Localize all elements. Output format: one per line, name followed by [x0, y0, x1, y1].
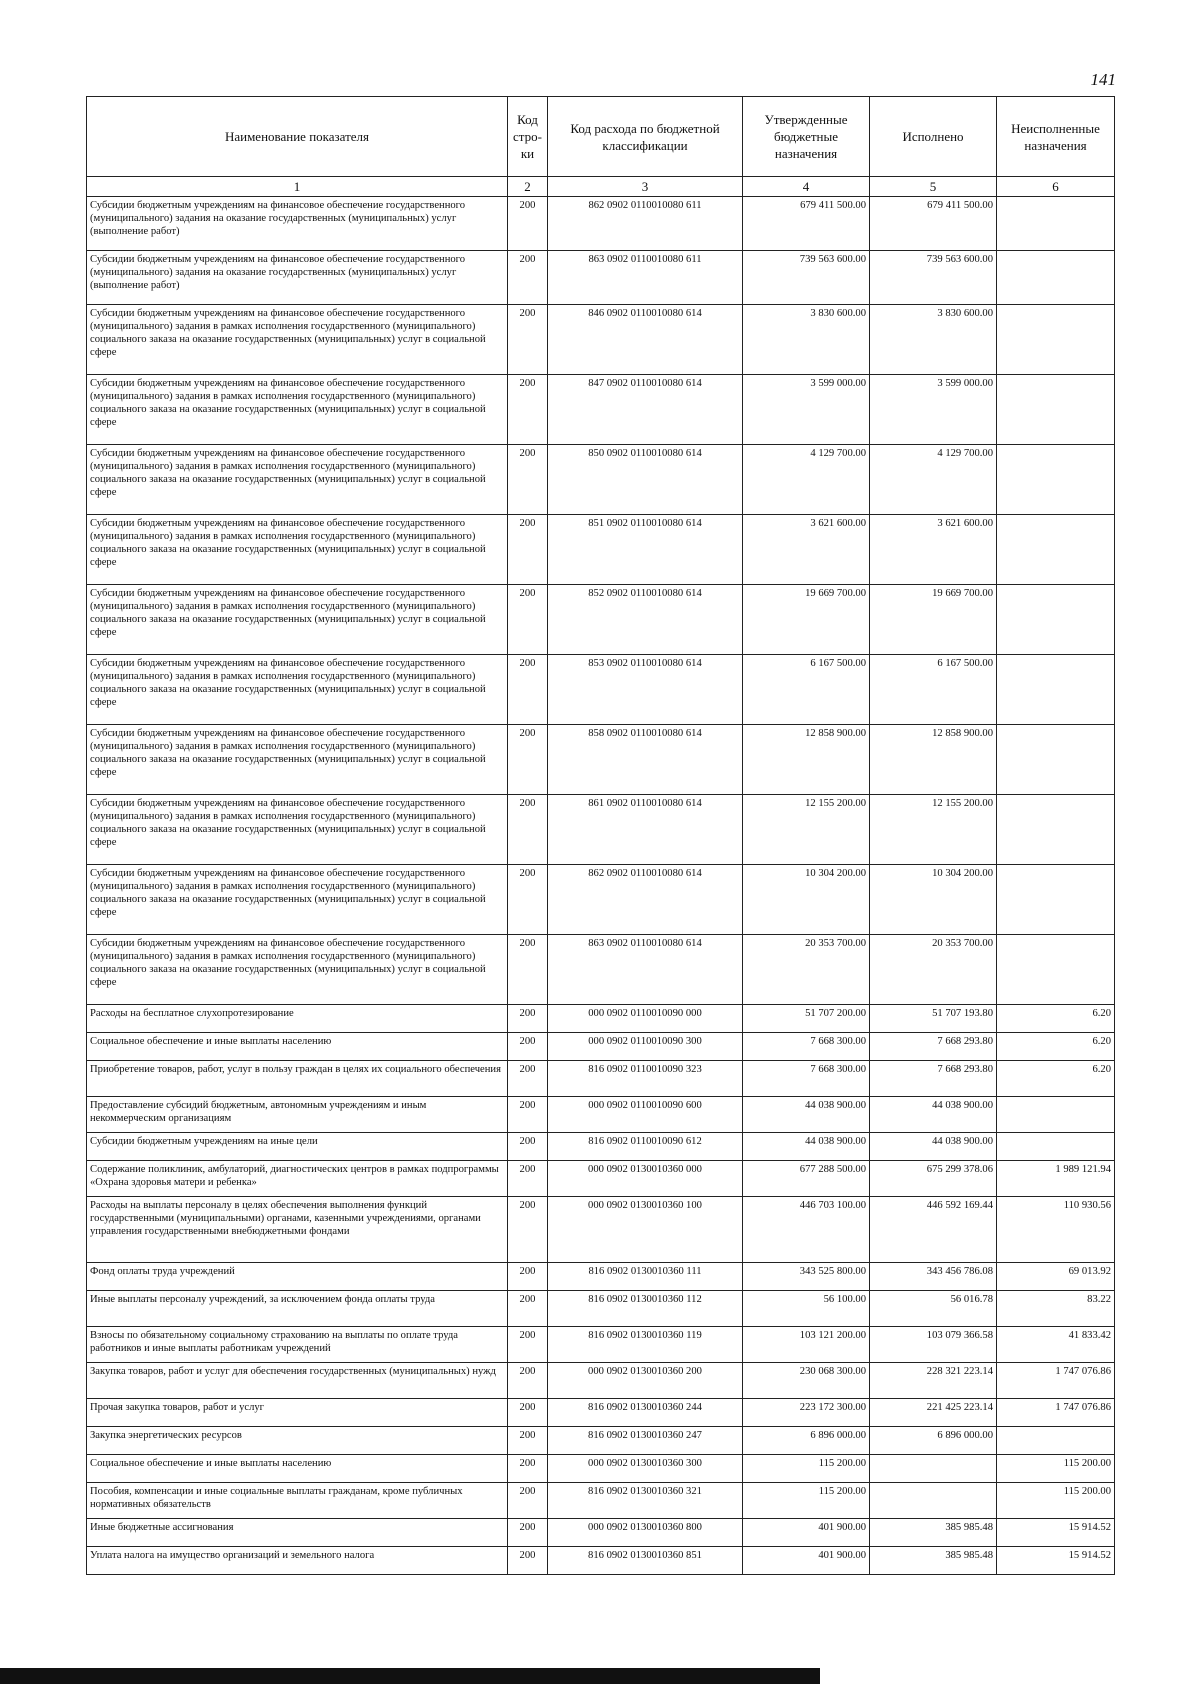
row-name: Субсидии бюджетным учреждениям на финансовое обеспечение государственного (муниципального) задания в рамках исполнения государственного (муниципального) социального заказа на оказание государственных (муниципальных) услуг в социальной сфере	[87, 725, 508, 795]
row-name: Приобретение товаров, работ, услуг в пользу граждан в целях их социального обеспечения	[87, 1061, 508, 1097]
row-expense-code: 816 0902 0130010360 119	[548, 1327, 743, 1363]
row-executed: 12 155 200.00	[870, 795, 997, 865]
row-approved: 7 668 300.00	[743, 1033, 870, 1061]
row-expense-code: 000 0902 0130010360 200	[548, 1363, 743, 1399]
row-name: Социальное обеспечение и иные выплаты населению	[87, 1455, 508, 1483]
table-row	[87, 1399, 1115, 1427]
row-expense-code: 000 0902 0130010360 800	[548, 1519, 743, 1547]
table-row	[87, 1133, 1115, 1161]
row-approved: 401 900.00	[743, 1519, 870, 1547]
row-executed: 675 299 378.06	[870, 1161, 997, 1197]
table-row	[87, 1455, 1115, 1483]
table-row	[87, 1483, 1115, 1519]
row-approved: 401 900.00	[743, 1547, 870, 1575]
table-row	[87, 1547, 1115, 1575]
row-line-code: 200	[508, 1327, 548, 1363]
table-row	[87, 1427, 1115, 1455]
table-row	[87, 515, 1115, 585]
row-unexecuted: 6.20	[997, 1061, 1115, 1097]
row-unexecuted: 15 914.52	[997, 1547, 1115, 1575]
row-executed: 4 129 700.00	[870, 445, 997, 515]
row-name: Содержание поликлиник, амбулаторий, диагностических центров в рамках подпрограммы «Охрана здоровья матери и ребенка»	[87, 1161, 508, 1197]
row-executed: 7 668 293.80	[870, 1061, 997, 1097]
row-name: Взносы по обязательному социальному страхованию на выплаты по оплате труда работников и иные выплаты работникам учреждений	[87, 1327, 508, 1363]
row-name: Социальное обеспечение и иные выплаты населению	[87, 1033, 508, 1061]
budget-execution-table	[86, 96, 1115, 1575]
table-row	[87, 795, 1115, 865]
row-unexecuted	[997, 865, 1115, 935]
row-executed: 51 707 193.80	[870, 1005, 997, 1033]
row-line-code: 200	[508, 1161, 548, 1197]
column-number: 6	[997, 177, 1115, 197]
row-approved: 115 200.00	[743, 1455, 870, 1483]
row-expense-code: 852 0902 0110010080 614	[548, 585, 743, 655]
scan-edge-bar	[0, 1668, 820, 1684]
row-executed: 7 668 293.80	[870, 1033, 997, 1061]
page-number: 141	[1090, 70, 1116, 89]
row-unexecuted	[997, 197, 1115, 251]
row-line-code: 200	[508, 1097, 548, 1133]
row-unexecuted: 6.20	[997, 1005, 1115, 1033]
row-approved: 343 525 800.00	[743, 1263, 870, 1291]
row-expense-code: 850 0902 0110010080 614	[548, 445, 743, 515]
row-approved: 20 353 700.00	[743, 935, 870, 1005]
table-row	[87, 375, 1115, 445]
row-name: Субсидии бюджетным учреждениям на финансовое обеспечение государственного (муниципального) задания в рамках исполнения государственного (муниципального) социального заказа на оказание государственных (муниципальных) услуг в социальной сфере	[87, 445, 508, 515]
row-expense-code: 863 0902 0110010080 611	[548, 251, 743, 305]
row-executed	[870, 1455, 997, 1483]
row-expense-code: 847 0902 0110010080 614	[548, 375, 743, 445]
row-name: Субсидии бюджетным учреждениям на иные цели	[87, 1133, 508, 1161]
row-line-code: 200	[508, 865, 548, 935]
row-line-code: 200	[508, 1519, 548, 1547]
row-approved: 12 858 900.00	[743, 725, 870, 795]
row-unexecuted: 83.22	[997, 1291, 1115, 1327]
row-line-code: 200	[508, 375, 548, 445]
row-name: Пособия, компенсации и иные социальные выплаты гражданам, кроме публичных нормативных обязательств	[87, 1483, 508, 1519]
row-expense-code: 853 0902 0110010080 614	[548, 655, 743, 725]
row-executed: 446 592 169.44	[870, 1197, 997, 1263]
row-unexecuted: 41 833.42	[997, 1327, 1115, 1363]
row-executed: 19 669 700.00	[870, 585, 997, 655]
row-approved: 4 129 700.00	[743, 445, 870, 515]
table-row	[87, 251, 1115, 305]
row-approved: 103 121 200.00	[743, 1327, 870, 1363]
row-line-code: 200	[508, 1263, 548, 1291]
row-expense-code: 000 0902 0110010090 300	[548, 1033, 743, 1061]
row-line-code: 200	[508, 251, 548, 305]
row-name: Расходы на бесплатное слухопротезирование	[87, 1005, 508, 1033]
table-body	[87, 197, 1115, 1575]
row-unexecuted	[997, 445, 1115, 515]
row-unexecuted: 1 747 076.86	[997, 1363, 1115, 1399]
row-executed: 385 985.48	[870, 1547, 997, 1575]
row-name: Уплата налога на имущество организаций и земельного налога	[87, 1547, 508, 1575]
row-line-code: 200	[508, 305, 548, 375]
row-name: Субсидии бюджетным учреждениям на финансовое обеспечение государственного (муниципального) задания в рамках исполнения государственного (муниципального) социального заказа на оказание государственных (муниципальных) услуг в социальной сфере	[87, 935, 508, 1005]
row-name: Закупка энергетических ресурсов	[87, 1427, 508, 1455]
row-executed: 679 411 500.00	[870, 197, 997, 251]
row-expense-code: 862 0902 0110010080 614	[548, 865, 743, 935]
row-approved: 44 038 900.00	[743, 1097, 870, 1133]
row-expense-code: 816 0902 0130010360 244	[548, 1399, 743, 1427]
header-line-code: Код стро-ки	[508, 97, 548, 177]
header-executed: Исполнено	[870, 97, 997, 177]
table-row	[87, 305, 1115, 375]
header-unexecuted: Неисполненные назначения	[997, 97, 1115, 177]
row-name: Прочая закупка товаров, работ и услуг	[87, 1399, 508, 1427]
row-expense-code: 858 0902 0110010080 614	[548, 725, 743, 795]
table-row	[87, 1327, 1115, 1363]
row-line-code: 200	[508, 1455, 548, 1483]
row-unexecuted	[997, 1097, 1115, 1133]
row-name: Субсидии бюджетным учреждениям на финансовое обеспечение государственного (муниципального) задания в рамках исполнения государственного (муниципального) социального заказа на оказание государственных (муниципальных) услуг в социальной сфере	[87, 865, 508, 935]
column-number: 4	[743, 177, 870, 197]
table-row	[87, 1097, 1115, 1133]
row-approved: 6 896 000.00	[743, 1427, 870, 1455]
row-executed: 6 167 500.00	[870, 655, 997, 725]
row-approved: 3 621 600.00	[743, 515, 870, 585]
row-expense-code: 000 0902 0130010360 300	[548, 1455, 743, 1483]
row-unexecuted: 1 747 076.86	[997, 1399, 1115, 1427]
row-unexecuted	[997, 515, 1115, 585]
column-number: 5	[870, 177, 997, 197]
row-line-code: 200	[508, 1547, 548, 1575]
row-name: Субсидии бюджетным учреждениям на финансовое обеспечение государственного (муниципального) задания на оказание государственных (муниципальных) услуг (выполнение работ)	[87, 251, 508, 305]
column-number: 1	[87, 177, 508, 197]
row-approved: 12 155 200.00	[743, 795, 870, 865]
table-row	[87, 1005, 1115, 1033]
row-expense-code: 863 0902 0110010080 614	[548, 935, 743, 1005]
row-unexecuted	[997, 305, 1115, 375]
header-approved: Утвержденные бюджетные назначения	[743, 97, 870, 177]
row-unexecuted: 69 013.92	[997, 1263, 1115, 1291]
row-expense-code: 816 0902 0130010360 321	[548, 1483, 743, 1519]
row-approved: 223 172 300.00	[743, 1399, 870, 1427]
row-unexecuted	[997, 1133, 1115, 1161]
row-line-code: 200	[508, 1427, 548, 1455]
row-approved: 51 707 200.00	[743, 1005, 870, 1033]
row-name: Субсидии бюджетным учреждениям на финансовое обеспечение государственного (муниципального) задания на оказание государственных (муниципальных) услуг (выполнение работ)	[87, 197, 508, 251]
column-number-row	[87, 177, 1115, 197]
row-approved: 19 669 700.00	[743, 585, 870, 655]
row-unexecuted: 115 200.00	[997, 1455, 1115, 1483]
row-unexecuted	[997, 585, 1115, 655]
row-name: Предоставление субсидий бюджетным, автономным учреждениям и иным некоммерческим организациям	[87, 1097, 508, 1133]
row-expense-code: 816 0902 0130010360 111	[548, 1263, 743, 1291]
row-name: Закупка товаров, работ и услуг для обеспечения государственных (муниципальных) нужд	[87, 1363, 508, 1399]
row-approved: 739 563 600.00	[743, 251, 870, 305]
row-line-code: 200	[508, 1291, 548, 1327]
table-row	[87, 445, 1115, 515]
header-expense-code: Код расхода по бюджетной классификации	[548, 97, 743, 177]
row-approved: 677 288 500.00	[743, 1161, 870, 1197]
row-executed	[870, 1483, 997, 1519]
row-line-code: 200	[508, 197, 548, 251]
row-line-code: 200	[508, 795, 548, 865]
row-executed: 3 599 000.00	[870, 375, 997, 445]
header-indicator-name: Наименование показателя	[87, 97, 508, 177]
row-executed: 12 858 900.00	[870, 725, 997, 795]
row-executed: 6 896 000.00	[870, 1427, 997, 1455]
row-expense-code: 816 0902 0110010090 612	[548, 1133, 743, 1161]
row-name: Субсидии бюджетным учреждениям на финансовое обеспечение государственного (муниципального) задания в рамках исполнения государственного (муниципального) социального заказа на оказание государственных (муниципальных) услуг в социальной сфере	[87, 305, 508, 375]
row-unexecuted: 15 914.52	[997, 1519, 1115, 1547]
row-line-code: 200	[508, 1197, 548, 1263]
row-approved: 115 200.00	[743, 1483, 870, 1519]
table-row	[87, 655, 1115, 725]
table-row	[87, 725, 1115, 795]
row-line-code: 200	[508, 935, 548, 1005]
table-row	[87, 865, 1115, 935]
row-executed: 385 985.48	[870, 1519, 997, 1547]
row-name: Иные бюджетные ассигнования	[87, 1519, 508, 1547]
column-number: 2	[508, 177, 548, 197]
row-name: Субсидии бюджетным учреждениям на финансовое обеспечение государственного (муниципального) задания в рамках исполнения государственного (муниципального) социального заказа на оказание государственных (муниципальных) услуг в социальной сфере	[87, 795, 508, 865]
row-line-code: 200	[508, 1133, 548, 1161]
row-unexecuted: 110 930.56	[997, 1197, 1115, 1263]
row-expense-code: 862 0902 0110010080 611	[548, 197, 743, 251]
row-unexecuted	[997, 655, 1115, 725]
row-approved: 44 038 900.00	[743, 1133, 870, 1161]
row-expense-code: 000 0902 0130010360 000	[548, 1161, 743, 1197]
row-unexecuted	[997, 375, 1115, 445]
row-approved: 6 167 500.00	[743, 655, 870, 725]
row-approved: 7 668 300.00	[743, 1061, 870, 1097]
row-executed: 20 353 700.00	[870, 935, 997, 1005]
row-name: Субсидии бюджетным учреждениям на финансовое обеспечение государственного (муниципального) задания в рамках исполнения государственного (муниципального) социального заказа на оказание государственных (муниципальных) услуг в социальной сфере	[87, 515, 508, 585]
row-executed: 56 016.78	[870, 1291, 997, 1327]
row-expense-code: 000 0902 0130010360 100	[548, 1197, 743, 1263]
row-expense-code: 861 0902 0110010080 614	[548, 795, 743, 865]
header-row	[87, 97, 1115, 177]
row-approved: 3 830 600.00	[743, 305, 870, 375]
row-executed: 103 079 366.58	[870, 1327, 997, 1363]
row-approved: 56 100.00	[743, 1291, 870, 1327]
row-line-code: 200	[508, 725, 548, 795]
row-unexecuted	[997, 935, 1115, 1005]
row-line-code: 200	[508, 655, 548, 725]
table-row	[87, 1519, 1115, 1547]
row-line-code: 200	[508, 585, 548, 655]
row-line-code: 200	[508, 1483, 548, 1519]
column-number: 3	[548, 177, 743, 197]
row-approved: 446 703 100.00	[743, 1197, 870, 1263]
table-row	[87, 1033, 1115, 1061]
row-unexecuted: 115 200.00	[997, 1483, 1115, 1519]
row-name: Субсидии бюджетным учреждениям на финансовое обеспечение государственного (муниципального) задания в рамках исполнения государственного (муниципального) социального заказа на оказание государственных (муниципальных) услуг в социальной сфере	[87, 655, 508, 725]
row-line-code: 200	[508, 1061, 548, 1097]
row-executed: 44 038 900.00	[870, 1133, 997, 1161]
row-executed: 44 038 900.00	[870, 1097, 997, 1133]
table-row	[87, 1197, 1115, 1263]
row-approved: 230 068 300.00	[743, 1363, 870, 1399]
row-approved: 679 411 500.00	[743, 197, 870, 251]
row-executed: 3 830 600.00	[870, 305, 997, 375]
row-expense-code: 000 0902 0110010090 600	[548, 1097, 743, 1133]
row-line-code: 200	[508, 1005, 548, 1033]
row-expense-code: 816 0902 0110010090 323	[548, 1061, 743, 1097]
row-name: Иные выплаты персоналу учреждений, за исключением фонда оплаты труда	[87, 1291, 508, 1327]
row-approved: 10 304 200.00	[743, 865, 870, 935]
row-name: Субсидии бюджетным учреждениям на финансовое обеспечение государственного (муниципального) задания в рамках исполнения государственного (муниципального) социального заказа на оказание государственных (муниципальных) услуг в социальной сфере	[87, 375, 508, 445]
row-expense-code: 816 0902 0130010360 247	[548, 1427, 743, 1455]
row-executed: 228 321 223.14	[870, 1363, 997, 1399]
row-name: Фонд оплаты труда учреждений	[87, 1263, 508, 1291]
table-row	[87, 1061, 1115, 1097]
row-executed: 3 621 600.00	[870, 515, 997, 585]
table-row	[87, 1291, 1115, 1327]
table-row	[87, 1161, 1115, 1197]
row-expense-code: 851 0902 0110010080 614	[548, 515, 743, 585]
row-line-code: 200	[508, 1363, 548, 1399]
row-name: Субсидии бюджетным учреждениям на финансовое обеспечение государственного (муниципального) задания в рамках исполнения государственного (муниципального) социального заказа на оказание государственных (муниципальных) услуг в социальной сфере	[87, 585, 508, 655]
row-expense-code: 816 0902 0130010360 112	[548, 1291, 743, 1327]
row-unexecuted	[997, 725, 1115, 795]
table-row	[87, 1363, 1115, 1399]
table-row	[87, 1263, 1115, 1291]
row-unexecuted	[997, 1427, 1115, 1455]
row-unexecuted: 6.20	[997, 1033, 1115, 1061]
row-name: Расходы на выплаты персоналу в целях обеспечения выполнения функций государственными (муниципальными) органами, казенными учреждениями, органами управления государственными внебюджетными фондами	[87, 1197, 508, 1263]
row-executed: 343 456 786.08	[870, 1263, 997, 1291]
row-executed: 10 304 200.00	[870, 865, 997, 935]
row-expense-code: 000 0902 0110010090 000	[548, 1005, 743, 1033]
row-line-code: 200	[508, 445, 548, 515]
row-approved: 3 599 000.00	[743, 375, 870, 445]
table-row	[87, 197, 1115, 251]
row-unexecuted: 1 989 121.94	[997, 1161, 1115, 1197]
row-executed: 739 563 600.00	[870, 251, 997, 305]
row-expense-code: 846 0902 0110010080 614	[548, 305, 743, 375]
row-unexecuted	[997, 251, 1115, 305]
table-row	[87, 935, 1115, 1005]
row-line-code: 200	[508, 1033, 548, 1061]
row-line-code: 200	[508, 1399, 548, 1427]
row-executed: 221 425 223.14	[870, 1399, 997, 1427]
row-line-code: 200	[508, 515, 548, 585]
row-unexecuted	[997, 795, 1115, 865]
table-row	[87, 585, 1115, 655]
row-expense-code: 816 0902 0130010360 851	[548, 1547, 743, 1575]
